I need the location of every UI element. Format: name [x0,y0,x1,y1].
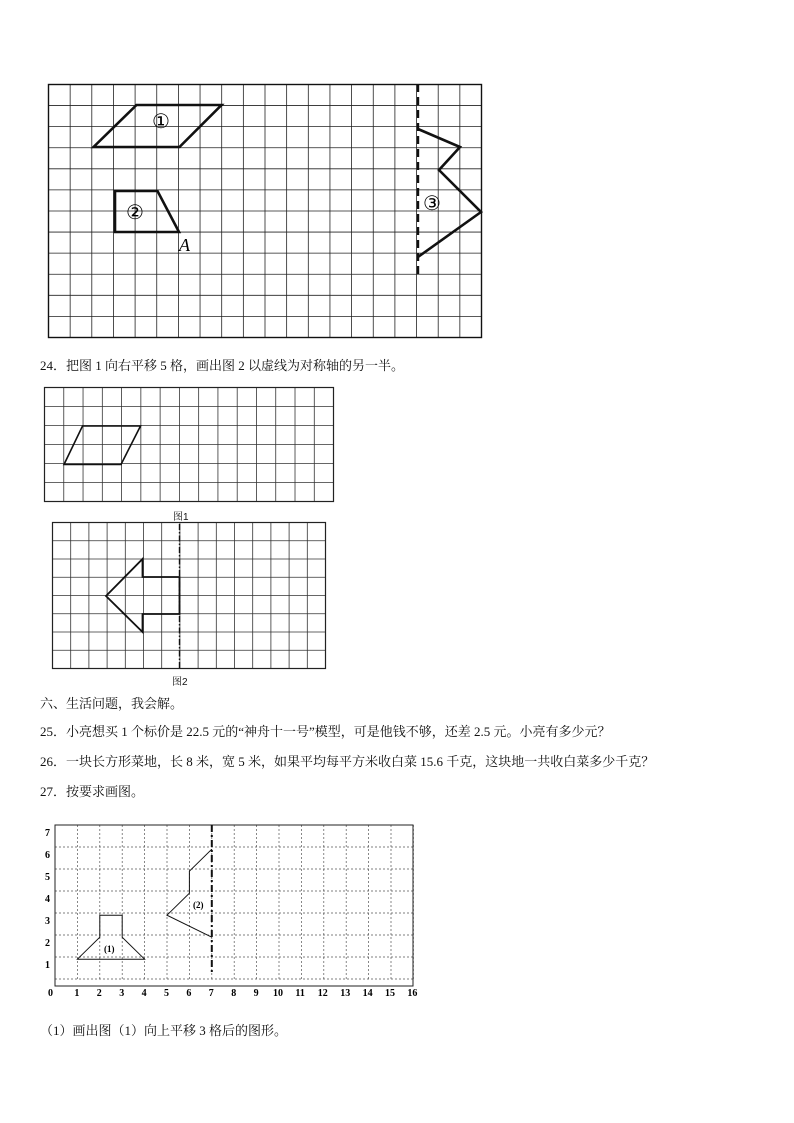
x-tick-label: 10 [273,988,283,999]
y-tick-label: 2 [45,938,50,949]
figure-2-grid [52,522,328,672]
y-tick-label: 7 [45,828,50,839]
x-tick-label: 8 [231,988,237,999]
label-shape-3: ③ [423,193,441,215]
question-27: 27．按要求画图。 [40,784,145,799]
figure-1-caption: 图1 [173,512,189,523]
y-tick-label: 4 [45,894,50,905]
x-tick-label: 0 [48,988,53,999]
question-24: 24．把图 1 向右平移 5 格，画出图 2 以虚线为对称轴的另一半。 [40,358,405,373]
point-a-label: A [179,235,190,255]
q27-label-1: (1) [104,944,115,954]
label-shape-1: ① [152,111,170,133]
top-grid-lines [49,85,482,338]
x-tick-label: 16 [407,988,418,999]
section-6-title: 六、生活问题，我会解。 [40,696,184,711]
figure-1-grid [44,387,336,505]
label-shape-2: ② [126,202,144,224]
question-26: 26．一块长方形菜地，长 8 米，宽 5 米，如果平均每平方米收白菜 15.6 千克，这块地一共收白菜多少千克？ [40,754,655,769]
x-tick-label: 4 [141,988,147,999]
x-tick-label: 2 [96,988,102,999]
y-tick-label: 6 [45,850,50,861]
x-tick-label: 5 [164,988,169,999]
y-tick-label: 5 [45,872,50,883]
x-tick-label: 3 [119,988,125,999]
x-tick-label: 1 [74,988,80,999]
x-tick-label: 15 [385,988,395,999]
trapezoid-2 [115,191,179,232]
question-27-sub-1: （1）画出图（1）向上平移 3 格后的图形。 [40,1023,288,1038]
x-tick-label: 12 [317,988,328,999]
x-tick-label: 14 [362,988,373,999]
x-tick-label: 7 [208,988,214,999]
q27-y-ticks [45,828,50,971]
y-tick-label: 1 [45,960,50,971]
x-tick-label: 9 [253,988,259,999]
q27-label-2: (2) [193,900,204,910]
top-grid-figure [48,84,484,340]
q27-grid-lines [55,825,413,979]
question-25: 25．小亮想买 1 个标价是 22.5 元的“神舟十一号”模型，可是他钱不够，还差 2.5 元。小亮有多少元？ [40,724,611,739]
figure-2-grid-lines [53,523,326,669]
x-tick-label: 11 [295,988,305,999]
q27-x-ticks [48,988,417,999]
q27-coordinate-grid [40,815,425,1005]
x-tick-label: 13 [340,988,351,999]
figure-2-caption: 图2 [172,677,188,688]
y-tick-label: 3 [45,916,50,927]
figure-1-grid-lines [45,388,334,502]
x-tick-label: 6 [186,988,192,999]
